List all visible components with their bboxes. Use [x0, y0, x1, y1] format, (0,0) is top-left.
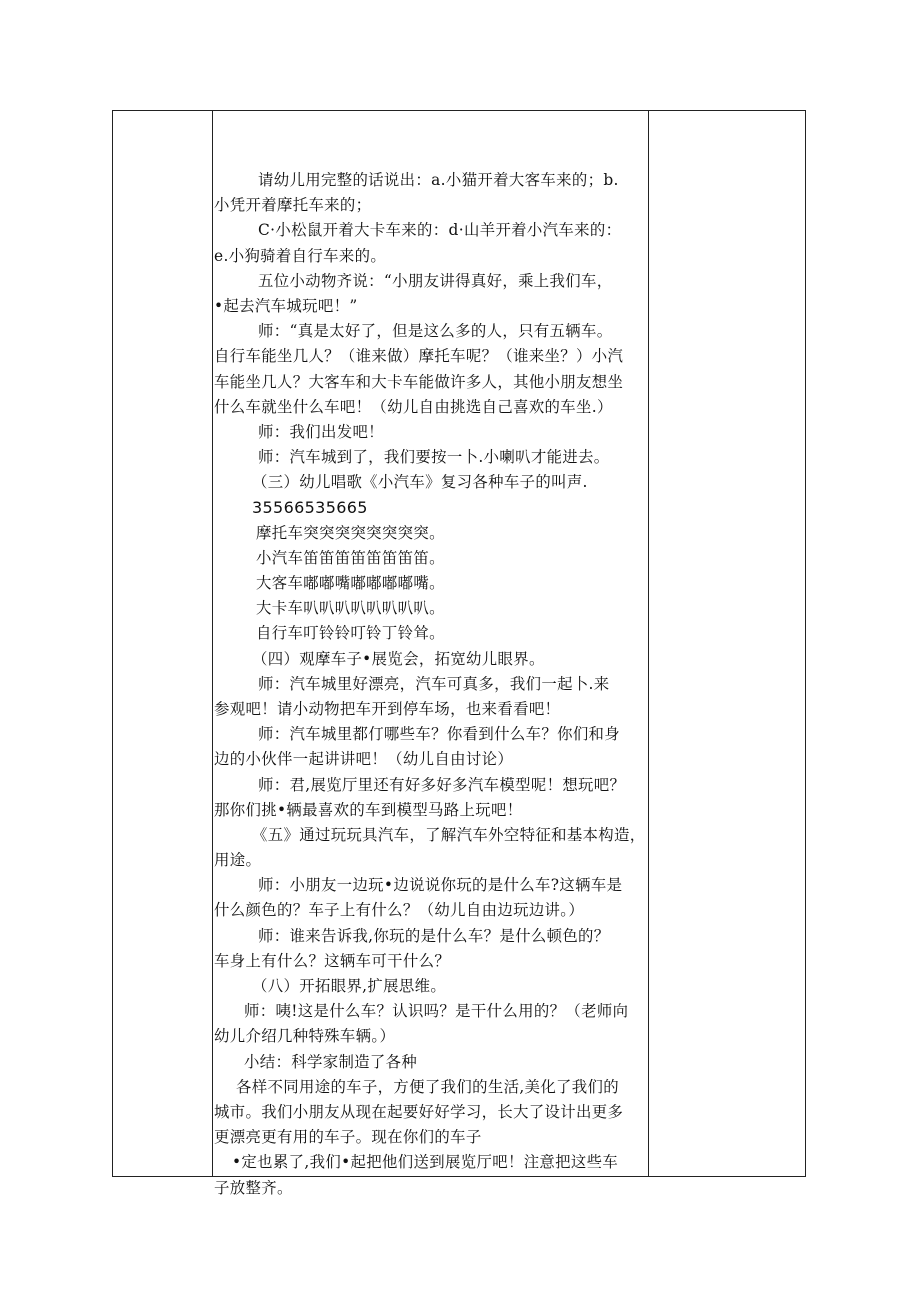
text-line: 什么车就坐什么车吧！（幼儿自由挑选自己喜欢的车坐.）: [214, 397, 613, 416]
text-line: •起去汽车城玩吧！”: [214, 296, 358, 315]
section-heading: （四）观摩车子•展览会，拓宽幼儿眼界。: [252, 649, 545, 668]
text-line: 更漂亮更有用的车子。现在你们的车子: [214, 1128, 482, 1147]
text-line: •定也累了,我们•起把他们送到展览厅吧！注意把这些车: [232, 1153, 619, 1172]
text-line: 师：谁来告诉我,你玩的是什么车？是什么顿色的？: [258, 926, 610, 945]
text-line: 自行车能坐几人？（谁来做）摩托车呢？（谁来坐？）小汽: [214, 347, 624, 366]
text-line: 小结：科学家制造了各种: [244, 1052, 418, 1071]
text-line: 师：汽车城里好漂亮，汽车可真多，我们一起卜.来: [258, 674, 610, 693]
text-line: 师：汽车城里都仃哪些车？你看到什么车？你们和身: [258, 725, 621, 744]
song-line: 自行车叮铃铃叮铃丁铃耸。: [256, 624, 445, 643]
section-heading: （八）开拓眼界,扩展思维。: [252, 977, 447, 995]
song-line: 大卡车叭叭叭叭叭叭叭叭。: [256, 599, 445, 618]
text-line: 师：君,展览厅里还有好多好多汽车模型呢！想玩吧？: [258, 775, 626, 794]
section-heading: 《五》通过玩玩具汽车，了解汽车外空特征和基本构造，: [252, 825, 646, 844]
text-line: 边的小伙伴一起讲讲吧！（幼儿自由讨论）: [214, 750, 514, 769]
song-line: 摩托车突突突突突突突突。: [256, 523, 445, 542]
music-notation: 35566535665: [252, 498, 368, 518]
text-line: 小凭开着摩托车来的；: [214, 196, 372, 215]
text-line: 城市。我们小朋友从现在起要好好学习，长大了设计出更多: [214, 1102, 624, 1121]
text-line: 师：小朋友一边玩•边说说你玩的是什么车?这辆车是: [258, 876, 623, 895]
text-line: 各样不同用途的车子，方便了我们的生活,美化了我们的: [236, 1077, 620, 1096]
text-line: 车能坐几人？大客车和大卡车能做许多人，其他小朋友想坐: [214, 372, 624, 391]
text-line: 师：汽车城到了，我们要按一卜.小喇叭才能进去。: [258, 448, 610, 467]
lesson-content-cell: [214, 168, 646, 1201]
text-line: 那你们挑•辆最喜欢的车到模型马路上玩吧！: [214, 800, 523, 819]
text-line: 师：咦!这是什么车？认识吗？是干什么用的？（老师向: [244, 1002, 629, 1021]
text-line: 参观吧！请小动物把车开到停车场，也来看看吧！: [214, 699, 561, 718]
text-line: 幼儿介绍几种特殊车辆。）: [214, 1027, 396, 1046]
section-heading: （三）幼儿唱歌《小汽车》复习各种车子的叫声.: [252, 473, 588, 492]
text-line: 请幼儿用完整的话说出：a.小猫开着大客车来的；b.: [258, 171, 619, 189]
text-line: 车身上有什么？这辆车可干什么？: [214, 951, 451, 970]
text-line: C·小松鼠开着大卡车来的：d·山羊开着小汽车来的：: [258, 221, 622, 240]
text-line: 用途。: [214, 851, 262, 870]
text-line: 子放整齐。: [214, 1178, 293, 1197]
song-line: 大客车嘟嘟嘴嘟嘟嘟嘟嘴。: [256, 574, 445, 592]
text-line: 师：我们出发吧！: [258, 422, 384, 441]
text-line: 师：“真是太好了，但是这么多的人，只有五辆车。: [258, 322, 613, 341]
text-line: 五位小动物齐说：“小朋友讲得真好，乘上我们车，: [258, 271, 613, 290]
text-line: 什么颜色的？车子上有什么？（幼儿自由边玩边讲。）: [214, 901, 585, 920]
song-line: 小汽车笛笛笛笛笛笛笛笛。: [256, 548, 445, 567]
table-column-divider-right: [648, 110, 649, 1177]
table-column-divider-left: [212, 110, 213, 1177]
text-line: e.小狗骑着自行车来的。: [214, 246, 387, 265]
